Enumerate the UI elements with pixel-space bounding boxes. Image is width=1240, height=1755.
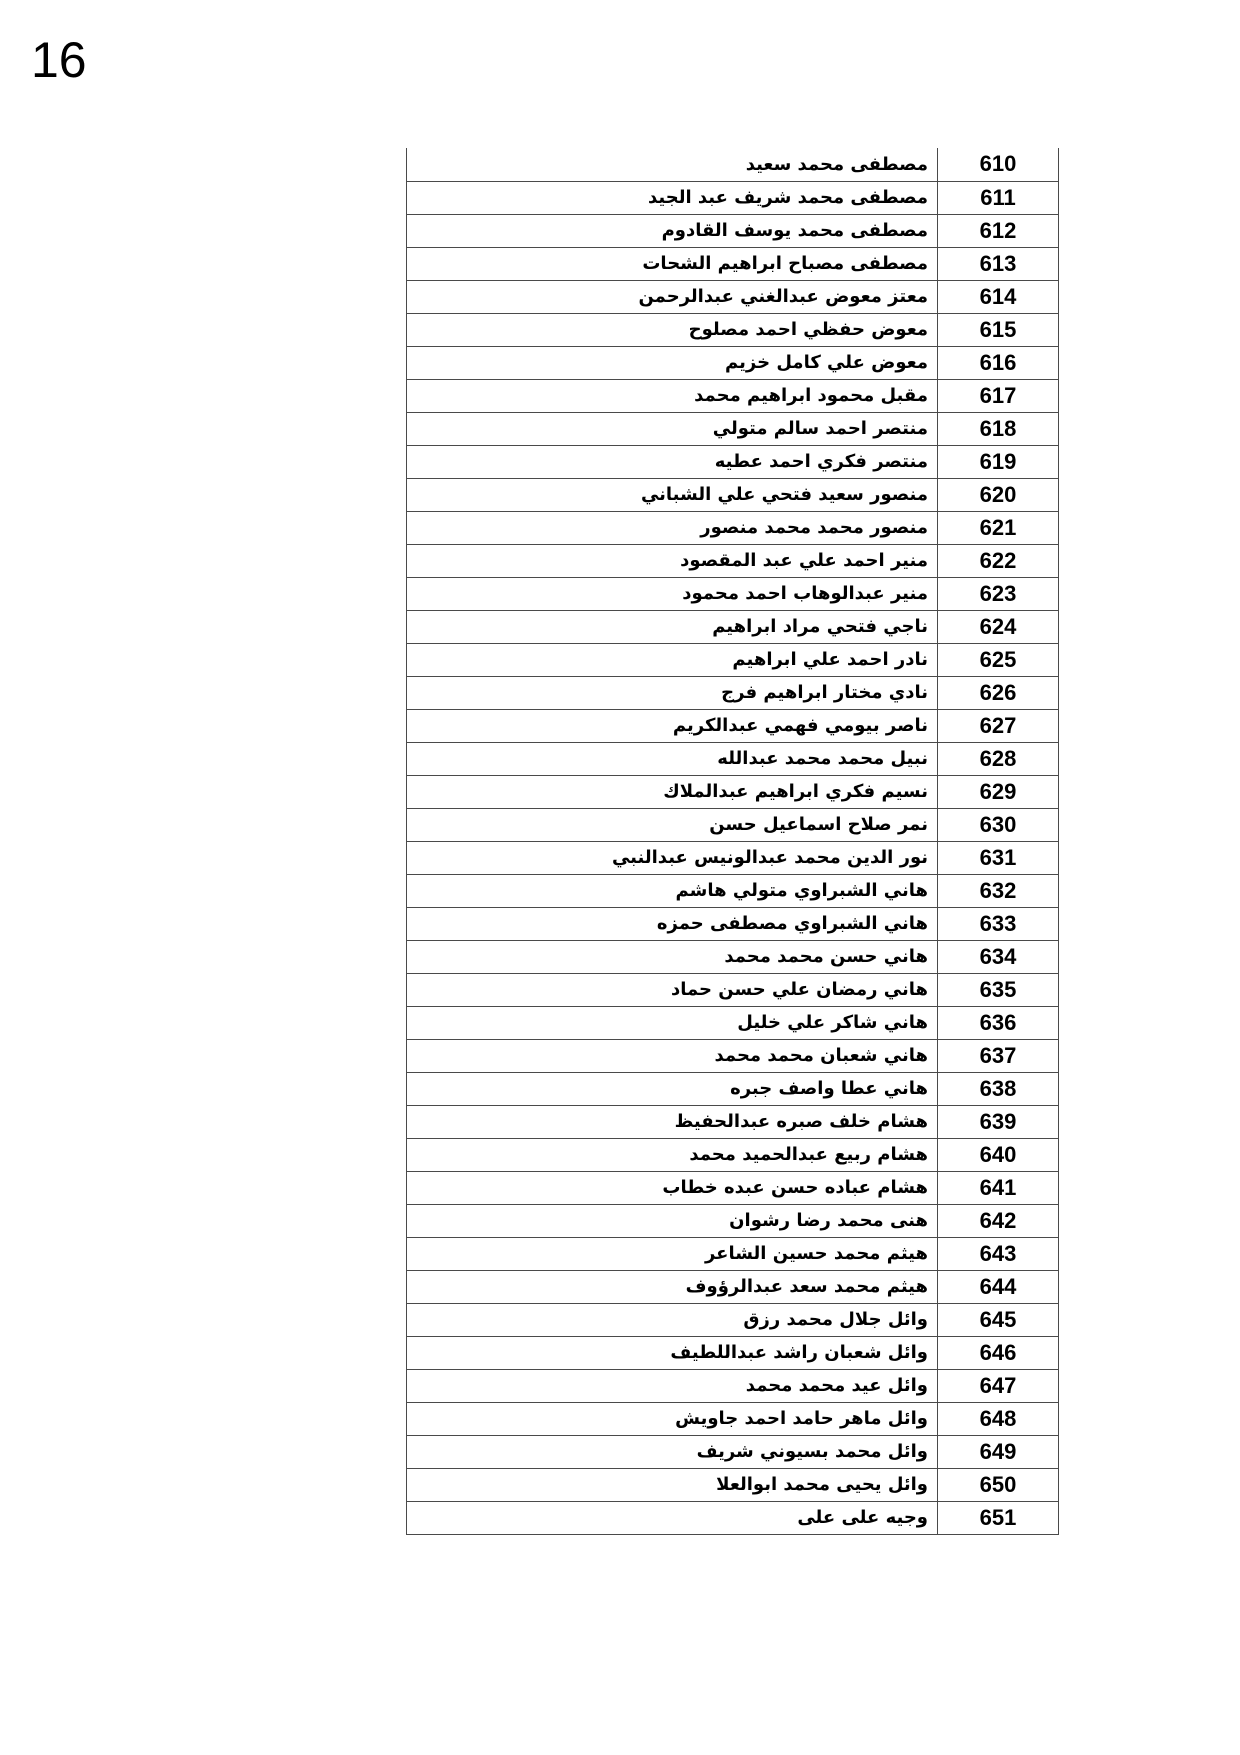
serial-number-cell: 631 bbox=[938, 841, 1059, 874]
serial-number-cell: 632 bbox=[938, 874, 1059, 907]
serial-number-cell: 618 bbox=[938, 412, 1059, 445]
table-row bbox=[407, 1039, 1059, 1072]
name-cell: مقبل محمود ابراهيم محمد bbox=[407, 379, 938, 412]
name-cell: وائل شعبان راشد عبداللطيف bbox=[407, 1336, 938, 1369]
serial-number-cell: 635 bbox=[938, 973, 1059, 1006]
serial-number-cell: 621 bbox=[938, 511, 1059, 544]
serial-number-cell: 633 bbox=[938, 907, 1059, 940]
table-row bbox=[407, 808, 1059, 841]
table-row bbox=[407, 1303, 1059, 1336]
table-row bbox=[407, 1237, 1059, 1270]
serial-number-cell: 641 bbox=[938, 1171, 1059, 1204]
table-row bbox=[407, 1501, 1059, 1534]
name-cell: وائل عيد محمد محمد bbox=[407, 1369, 938, 1402]
name-cell: هاني شعبان محمد محمد bbox=[407, 1039, 938, 1072]
table-row bbox=[407, 610, 1059, 643]
name-cell: هاني الشبراوي متولي هاشم bbox=[407, 874, 938, 907]
table-row bbox=[407, 214, 1059, 247]
table-row bbox=[407, 643, 1059, 676]
serial-number-cell: 624 bbox=[938, 610, 1059, 643]
name-cell: هشام عباده حسن عبده خطاب bbox=[407, 1171, 938, 1204]
serial-number-cell: 617 bbox=[938, 379, 1059, 412]
serial-number-cell: 646 bbox=[938, 1336, 1059, 1369]
table-row bbox=[407, 676, 1059, 709]
page-number: 16 bbox=[31, 32, 87, 88]
table-row bbox=[407, 577, 1059, 610]
name-cell: نادي مختار ابراهيم فرج bbox=[407, 676, 938, 709]
serial-number-cell: 611 bbox=[938, 181, 1059, 214]
table-row bbox=[407, 181, 1059, 214]
name-cell: مصطفى محمد شريف عبد الجيد bbox=[407, 181, 938, 214]
serial-number-cell: 650 bbox=[938, 1468, 1059, 1501]
serial-number-cell: 620 bbox=[938, 478, 1059, 511]
table-row bbox=[407, 544, 1059, 577]
name-cell: هاني الشبراوي مصطفى حمزه bbox=[407, 907, 938, 940]
table-row bbox=[407, 412, 1059, 445]
name-cell: وائل محمد بسيوني شريف bbox=[407, 1435, 938, 1468]
table-row bbox=[407, 1006, 1059, 1039]
name-cell: منير عبدالوهاب احمد محمود bbox=[407, 577, 938, 610]
table-row bbox=[407, 1072, 1059, 1105]
name-cell: وائل يحيى محمد ابوالعلا bbox=[407, 1468, 938, 1501]
table-row bbox=[407, 940, 1059, 973]
name-cell: وائل جلال محمد رزق bbox=[407, 1303, 938, 1336]
name-cell: منصور سعيد فتحي علي الشباني bbox=[407, 478, 938, 511]
table-row bbox=[407, 1105, 1059, 1138]
serial-number-cell: 628 bbox=[938, 742, 1059, 775]
serial-number-cell: 629 bbox=[938, 775, 1059, 808]
name-cell: منتصر فكري احمد عطيه bbox=[407, 445, 938, 478]
table-row bbox=[407, 841, 1059, 874]
serial-number-cell: 648 bbox=[938, 1402, 1059, 1435]
name-cell: معتز معوض عبدالغني عبدالرحمن bbox=[407, 280, 938, 313]
name-cell: نادر احمد علي ابراهيم bbox=[407, 643, 938, 676]
serial-number-cell: 613 bbox=[938, 247, 1059, 280]
name-cell: ناصر بيومي فهمي عبدالكريم bbox=[407, 709, 938, 742]
name-cell: هنى محمد رضا رشوان bbox=[407, 1204, 938, 1237]
table-row bbox=[407, 247, 1059, 280]
name-cell: هاني عطا واصف جبره bbox=[407, 1072, 938, 1105]
serial-number-cell: 615 bbox=[938, 313, 1059, 346]
table-row bbox=[407, 1204, 1059, 1237]
serial-number-cell: 636 bbox=[938, 1006, 1059, 1039]
serial-number-cell: 612 bbox=[938, 214, 1059, 247]
serial-number-cell: 643 bbox=[938, 1237, 1059, 1270]
name-cell: ناجي فتحي مراد ابراهيم bbox=[407, 610, 938, 643]
serial-number-cell: 637 bbox=[938, 1039, 1059, 1072]
table-row bbox=[407, 1270, 1059, 1303]
name-cell: منصور محمد محمد منصور bbox=[407, 511, 938, 544]
serial-number-cell: 647 bbox=[938, 1369, 1059, 1402]
name-cell: وجيه على على bbox=[407, 1501, 938, 1534]
table-row bbox=[407, 379, 1059, 412]
table-row bbox=[407, 1171, 1059, 1204]
name-cell: هيثم محمد سعد عبدالرؤوف bbox=[407, 1270, 938, 1303]
table-row bbox=[407, 478, 1059, 511]
table-row bbox=[407, 775, 1059, 808]
table-row bbox=[407, 280, 1059, 313]
name-cell: هشام خلف صبره عبدالحفيظ bbox=[407, 1105, 938, 1138]
name-cell: هاني شاكر علي خليل bbox=[407, 1006, 938, 1039]
table-row bbox=[407, 1138, 1059, 1171]
table-row bbox=[407, 346, 1059, 379]
serial-number-cell: 651 bbox=[938, 1501, 1059, 1534]
serial-number-cell: 627 bbox=[938, 709, 1059, 742]
name-cell: وائل ماهر حامد احمد جاويش bbox=[407, 1402, 938, 1435]
table-row bbox=[407, 709, 1059, 742]
serial-number-cell: 610 bbox=[938, 148, 1059, 181]
serial-number-cell: 634 bbox=[938, 940, 1059, 973]
serial-number-cell: 622 bbox=[938, 544, 1059, 577]
table-row bbox=[407, 445, 1059, 478]
serial-number-cell: 630 bbox=[938, 808, 1059, 841]
name-cell: نسيم فكري ابراهيم عبدالملاك bbox=[407, 775, 938, 808]
table-row bbox=[407, 973, 1059, 1006]
name-cell: نور الدين محمد عبدالونيس عبدالنبي bbox=[407, 841, 938, 874]
name-cell: هشام ربيع عبدالحميد محمد bbox=[407, 1138, 938, 1171]
serial-number-cell: 626 bbox=[938, 676, 1059, 709]
serial-number-cell: 642 bbox=[938, 1204, 1059, 1237]
serial-number-cell: 614 bbox=[938, 280, 1059, 313]
name-cell: مصطفى مصباح ابراهيم الشحات bbox=[407, 247, 938, 280]
serial-number-cell: 645 bbox=[938, 1303, 1059, 1336]
serial-number-cell: 649 bbox=[938, 1435, 1059, 1468]
table-row bbox=[407, 1468, 1059, 1501]
serial-number-cell: 639 bbox=[938, 1105, 1059, 1138]
serial-number-cell: 619 bbox=[938, 445, 1059, 478]
name-cell: منتصر احمد سالم متولي bbox=[407, 412, 938, 445]
table-row bbox=[407, 313, 1059, 346]
name-cell: منير احمد علي عبد المقصود bbox=[407, 544, 938, 577]
name-cell: مصطفى محمد سعيد bbox=[407, 148, 938, 181]
name-cell: هيثم محمد حسين الشاعر bbox=[407, 1237, 938, 1270]
table-row bbox=[407, 907, 1059, 940]
table-row bbox=[407, 874, 1059, 907]
table-row bbox=[407, 148, 1059, 181]
table-row bbox=[407, 742, 1059, 775]
name-cell: هاني رمضان علي حسن حماد bbox=[407, 973, 938, 1006]
table-row bbox=[407, 1402, 1059, 1435]
table-row bbox=[407, 1369, 1059, 1402]
serial-number-cell: 623 bbox=[938, 577, 1059, 610]
name-cell: معوض علي كامل خزيم bbox=[407, 346, 938, 379]
name-cell: معوض حفظي احمد مصلوح bbox=[407, 313, 938, 346]
name-cell: نمر صلاح اسماعيل حسن bbox=[407, 808, 938, 841]
serial-number-cell: 640 bbox=[938, 1138, 1059, 1171]
table-row bbox=[407, 511, 1059, 544]
names-table-body bbox=[407, 148, 1059, 1534]
name-cell: نبيل محمد محمد عبدالله bbox=[407, 742, 938, 775]
names-table bbox=[406, 148, 1059, 1535]
serial-number-cell: 625 bbox=[938, 643, 1059, 676]
serial-number-cell: 644 bbox=[938, 1270, 1059, 1303]
name-cell: مصطفى محمد يوسف القادوم bbox=[407, 214, 938, 247]
serial-number-cell: 616 bbox=[938, 346, 1059, 379]
table-row bbox=[407, 1435, 1059, 1468]
serial-number-cell: 638 bbox=[938, 1072, 1059, 1105]
name-cell: هاني حسن محمد محمد bbox=[407, 940, 938, 973]
table-row bbox=[407, 1336, 1059, 1369]
